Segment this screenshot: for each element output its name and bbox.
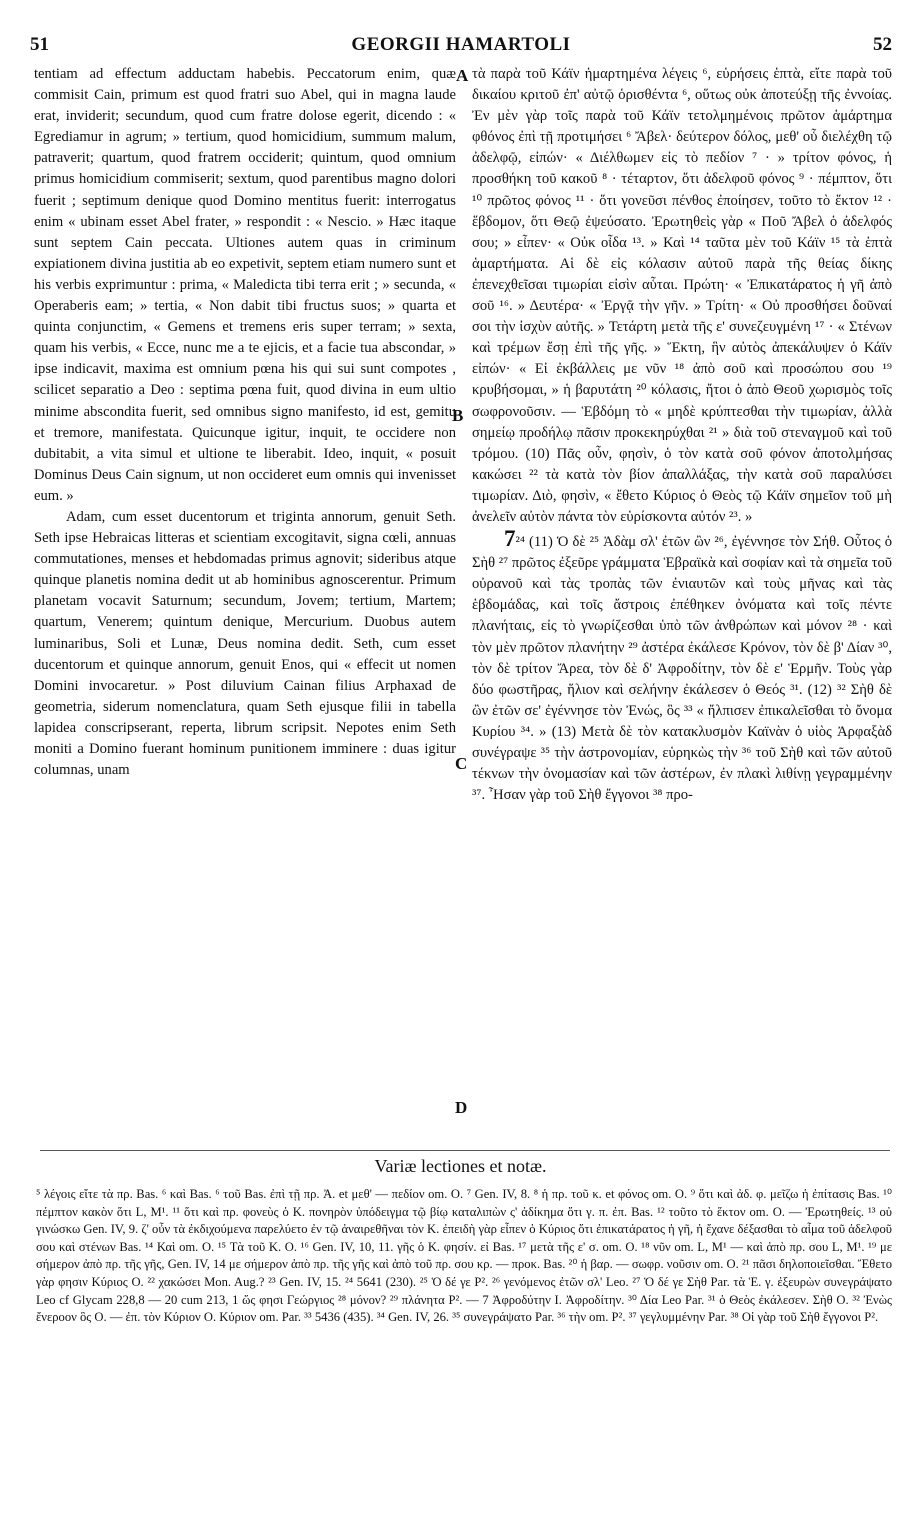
notes-heading: Variæ lectiones et notæ. — [374, 1156, 547, 1176]
section-number: 7 — [504, 526, 516, 552]
greek-column — [472, 64, 892, 806]
page-number-right: 52 — [873, 34, 892, 55]
greek-paragraph-1: τὰ παρὰ τοῦ Κάϊν ἡμαρτημένα λέγεις ⁶, εὑρήσεις ἑπτὰ, εἴτε παρὰ τοῦ δικαίου κριτοῦ ἐπ' αὐτῷ ὁρισθέντα ⁶, οὕτως οὐκ ἀποτεύξῃ τῆς ἐννοίας. Ἐν μὲν γὰρ τοῖς παρὰ τοῦ Κάϊν τετολμημένοις πρῶτον ἁμάρτημα φθόνος ἐπὶ τῇ προτιμήσει ⁶ Ἄβελ· δεύτερον δόλος, μεθ' οὗ διελέχθη τῷ ἀδελφῷ, εἰπών· « Διέλθωμεν εἰς τὸ πεδίον ⁷ · » τρίτον φόνος, ἡ προσθήκη τοῦ κακοῦ ⁸ · τέταρτον, ὅτι ἀδελφοῦ φόνος ⁹ · πέμπτον, ὅτι ¹⁰ πρῶτος φόνος ¹¹ · ὅτι γονεῦσι πένθος ἐποίησεν, τοῦτο τὸ ἕκτον ¹² · ἕβδομον, ὅτι Θεῷ ἐψεύσατο. Ἐρωτηθεὶς γὰρ « Ποῦ Ἄβελ ὁ ἀδελφός σου; » εἶπεν· « Οὐκ οἶδα ¹³. » Καὶ ¹⁴ ταῦτα μὲν τοῦ Κάϊν ¹⁵ τὰ ἑπτὰ ἁμαρτήματα. Αἱ δὲ εἰς κόλασιν αὐτοῦ παρὰ τῆς θείας δίκης ἐπενεχθεῖσαι τιμωρίαι εἰσὶν αὗται. Πρώτη· « Ἐπικατάρατος ἡ γῆ ἀπὸ σοῦ ¹⁶. » Δευτέρα· « Ἐργᾷ τὴν γῆν. » Τρίτη· « Οὐ προσθήσει δοῦναί σοι τὴν ἰσχὺν αὐτῆς. » Τετάρτη μετὰ τῆς ε' συνεζευγμένη ¹⁷ · « Στένων καὶ τρέμων ἔσῃ ἐπὶ τῆς γῆς. » Ἕκτη, ἣν αὐτὸς ἀπεκάλυψεν ὁ Κάϊν εἰπών· « Εἰ ἐκβάλλεις με νῦν ¹⁸ ἀπὸ σοῦ καὶ προσώπου σου ¹⁹ κρυβήσομαι, » ἡ βαρυτάτη ²⁰ κόλασις, ἤτοι ὁ ἀπὸ Θεοῦ χωρισμὸς τοῖς σωφρονοῦσιν. — Ἑβδόμη τὸ « μηδὲ κρύπτεσθαι τὴν τιμωρίαν, ἀλλὰ σημείῳ προδήλῳ πᾶσιν προκεκηρύχθαι ²¹ » διὰ τοῦ στεναγμοῦ καὶ τοῦ τρόμου. (10) Πᾶς οὖν, φησὶν, ὁ τὸν κατὰ σοῦ φόνον ἀποτολμήσας κακώσει ²² τὰ κατὰ τὸν βίον ἀπαλλάξας, τὴν κατὰ σοῦ παραλύσει τιμωρίαν. Διὸ, φησὶν, « ἔθετο Κύριος ὁ Θεὸς τῷ Κάϊν σημεῖον τοῦ μὴ ἀνελεῖν αὐτὸν πάντα τὸν εὑρίσκοντα αὐτόν ²³. » — [472, 66, 892, 525]
greek-paragraph-2 — [472, 528, 892, 806]
latin-column — [34, 64, 456, 781]
notes-text: ⁵ λέγοις εἴτε τὰ πρ. Bas. ⁶ καὶ Bas. ⁶ τοῦ Bas. ἐπὶ τῇ πρ. Ἀ. et μεθ' — πεδίον om. O. ⁷ Gen. IV, 8. ⁸ ἡ πρ. τοῦ κ. et φόνος om. O. ⁹ ὅτι καὶ ἀδ. φ. μεῖζω ἡ ἐπίτασις Bas. ¹⁰ πέμπτον κακὸν ὅτι L, M¹. ¹¹ ὅτι καὶ πρ. φονεὺς ὁ Κ. πονηρὸν ὑπόδειγμα τῷ βίῳ καταλιπὼν ς' ἀδίκημα ὅτι γ. π. ἐπ. Bas. ¹² τοῦτο τὸ ἕκτον om. O. — Ἐρωτηθείς. ¹³ οὐ γινώσκω Gen. IV, 9. ζ' οὖν τὰ ἐκδιχούμενα παρελύετο ἐν τῷ ἀναιρεθῆναι τὸν Κ. ἐπειδὴ γὰρ εἶπεν ὁ Κύριος ὅτι ἐπικατάρατος ἡ γῆ, ἡ ἔχανε δέξασθαι τὸ αἷμα τοῦ ἀδελφοῦ σου καὶ στένων Bas. ¹⁴ Καὶ om. O. ¹⁵ Τὰ τοῦ Κ. O. ¹⁶ Gen. IV, 10, 11. γῆς ὁ Κ. φησίν. εἰ Bas. ¹⁷ μετὰ τῆς ε' σ. om. O. ¹⁸ νῦν om. L, M¹ — καὶ ἀπὸ πρ. σου L, M¹. ¹⁹ με σήμερον ἀπὸ πρ. τῆς γῆς, Gen. IV, 14 με σήμερον ἀπὸ πρ. τῆς γῆς καὶ ἀπὸ τοῦ πρ. σου κρ. — προκ. Bas. ²⁰ ἡ βαρ. — σωφρ. νοῦσιν om. O. ²¹ πᾶσι δηλοποιεῖσθαι. Ἔθετο γὰρ φησιν Κύριος O. ²² χακώσει Mon. Aug.? ²³ Gen. IV, 15. ²⁴ 5641 (230). ²⁵ Ὁ δέ γε P². ²⁶ γενόμενος ἐτῶν σλ' Leo. ²⁷ Ὁ δέ γε Σὴθ Par. τὰ Ἑ. γ. ἐξευρὼν συνεγράψατο Leo cf Glycam 228,8 — 20 cum 213, 1 ὥς φησι Γεώργιος ²⁸ μόνον? ²⁹ πλάνητα P². — 7 Ἀφροδύτην I. Ἀφροδίτην. ³⁰ Δία Leo Par. ³¹ ὁ Θεὸς ἐκάλεσεν. Σὴθ O. ³² Ἐνὼς ἔνεροον ὃς O. — ἐπ. τὸν Κύριον O. Κύριον om. Par. ³³ 5436 (435). ³⁴ Gen. IV, 26. ³⁵ συνεγράψατο Par. ³⁶ τὴν om. P². ³⁷ γεγλυμμένην Par. ³⁸ Οἱ γὰρ τοῦ Σὴθ ἔγγονοι P². — [36, 1187, 892, 1325]
running-title: GEORGII HAMARTOLI — [351, 34, 571, 55]
latin-paragraph-2: Adam, cum esset ducentorum et triginta annorum, genuit Seth. Seth ipse Hebraicas litteras et scientiam excogitavit, signa cœli, annuas commutationes, menses et hebdomadas primus agnovit; sideribus atque quinque planetis nomina dedit ut ab hominibus agnoscerentur. Primum planetam vocavit Saturnum; secundum, Jovem; tertium, Martem; quartum, Venerem; quintum denique, Mercurium. Duobus autem luminaribus, Soli et Lunæ, Deus nomina dedit. Seth, cum esset ducentorum et quinque annorum, genuit Enos, qui « effecit ut nomen Domini invocaretur. » Post diluvium Cainan filius Arphaxad de geometria, siderum nomenclatura, quam Seth ejusque filii in tabella lapidea conscripserant, reperta, librum scripsit. Nepotes enim Seth moniti a Domino fuerant hominum punitionem imminere : duas igitur columnas, unam — [34, 508, 456, 779]
margin-marker-b: B — [452, 406, 464, 425]
latin-paragraph-1: tentiam ad effectum adductam habebis. Peccatorum enim, quæ commisit Cain, primum est quod fratri suo Abel, qui in magna laude erat, inviderit; secundum, quod cum fratre dolose egerit, dicendo : « Egrediamur in agrum; » tertium, quod homicidium, summum malum, patraverit; quartum, quod fratrem occiderit; quintum, quod omnium primus homicidium commiserit; sextum, quod parentibus magno dolori fuerit ; septimum denique quod Domino mentitus fuerit: interrogatus enim « ubinam esset Abel frater, » respondit : « Nescio. » Hæc itaque sunt septem Cain peccata. Ultiones autem quas in criminum expiationem divina justitia ab eo expetivit, septem etiam numero sunt et his verbis exprimuntur : prima, « Maledicta tibi terra erit ; » secunda, « Operaberis eam; » tertia, « Non dabit tibi fructus suos; » quarta et quinta conjunctim, « Gemens et tremens eris super terram; » sexta, quam his verbis, « Ecce, nunc me a te ejicis, et a facie tua abscondar, » ipse indicavit, maxima est omnium pœna his qui sui sunt compotes , scilicet separatio a Deo : septima pœna fuit, quod divina in eum ultio minime abscondita fuerit, sed omnibus signo manifesto, id est, gemitu et tremore, manifestata. Quicunque igitur, inquit, te occidere non dubitabit, a vita simul et ultione te liberabit. Ideo, inquit, « posuit Dominus Deus Cain signum, ut non occideret eum omnis qui invenisset eum. » — [34, 66, 456, 504]
notes-divider — [40, 1150, 890, 1151]
margin-marker-a: A — [456, 66, 469, 85]
page-number-left: 51 — [30, 34, 49, 55]
page-header — [30, 34, 892, 60]
margin-marker-d: D — [455, 1098, 468, 1117]
margin-marker-c: C — [455, 754, 468, 773]
variant-readings-notes — [36, 1186, 892, 1327]
greek-paragraph-2-text: ²⁴ (11) Ὁ δὲ ²⁵ Ἀδὰμ σλ' ἐτῶν ὢν ²⁶, ἐγέννησε τὸν Σήθ. Οὗτος ὁ Σὴθ ²⁷ πρῶτος ἐξεῦρε γράμματα Ἑβραϊκὰ καὶ σοφίαν καὶ τὰ σημεῖα τοῦ οὐρανοῦ καὶ τὰς τροπὰς τῶν ἐνιαυτῶν καὶ τοὺς μῆνας καὶ τὰς ἑβδομάδας, καὶ τοῖς ἄστροις ἐπέθηκεν ὀνόματα καὶ τοῖς πέντε πλανήταις, εἰς τὸ γνωρίζεσθαι ὑπὸ τῶν ἀνθρώπων καὶ μόνον ²⁸ · καὶ τὸν μὲν πρῶτον πλανήτην ²⁹ ἀστέρα ἐκάλεσε Κρόνον, τὸν δὲ β' Δίαν ³⁰, τὸν δὲ τρίτον Ἄρεα, τὸν δὲ δ' Ἀφροδίτην, τὸν δὲ ε' Ἑρμῆν. Τοὺς γὰρ δύο φωστῆρας, ἥλιον καὶ σελήνην ἐκάλεσεν ὁ Θεός ³¹. (12) ³² Σὴθ δὲ ὢν ἐτῶν σε' ἐγέννησε τὸν Ἐνώς, ὃς ³³ « ἤλπισεν ἐπικαλεῖσθαι τὸ ὄνομα Κυρίου ³⁴. » (13) Μετὰ δὲ τὸν κατακλυσμὸν Καϊνὰν ὁ υἱὸς Ἀρφαξὰδ συνέγραψε ³⁵ τὴν ἀστρονομίαν, εὑρηκὼς τὴν ³⁶ τοῦ Σὴθ καὶ τῶν αὐτοῦ τέκνων τὴν ὀνομασίαν καὶ τῶν ἀστέρων, ἐν πλακὶ λιθίνῃ γεγραμμένην ³⁷. Ἦσαν γὰρ τοῦ Σὴθ ἔγγονοι ³⁸ προ- — [472, 534, 892, 804]
